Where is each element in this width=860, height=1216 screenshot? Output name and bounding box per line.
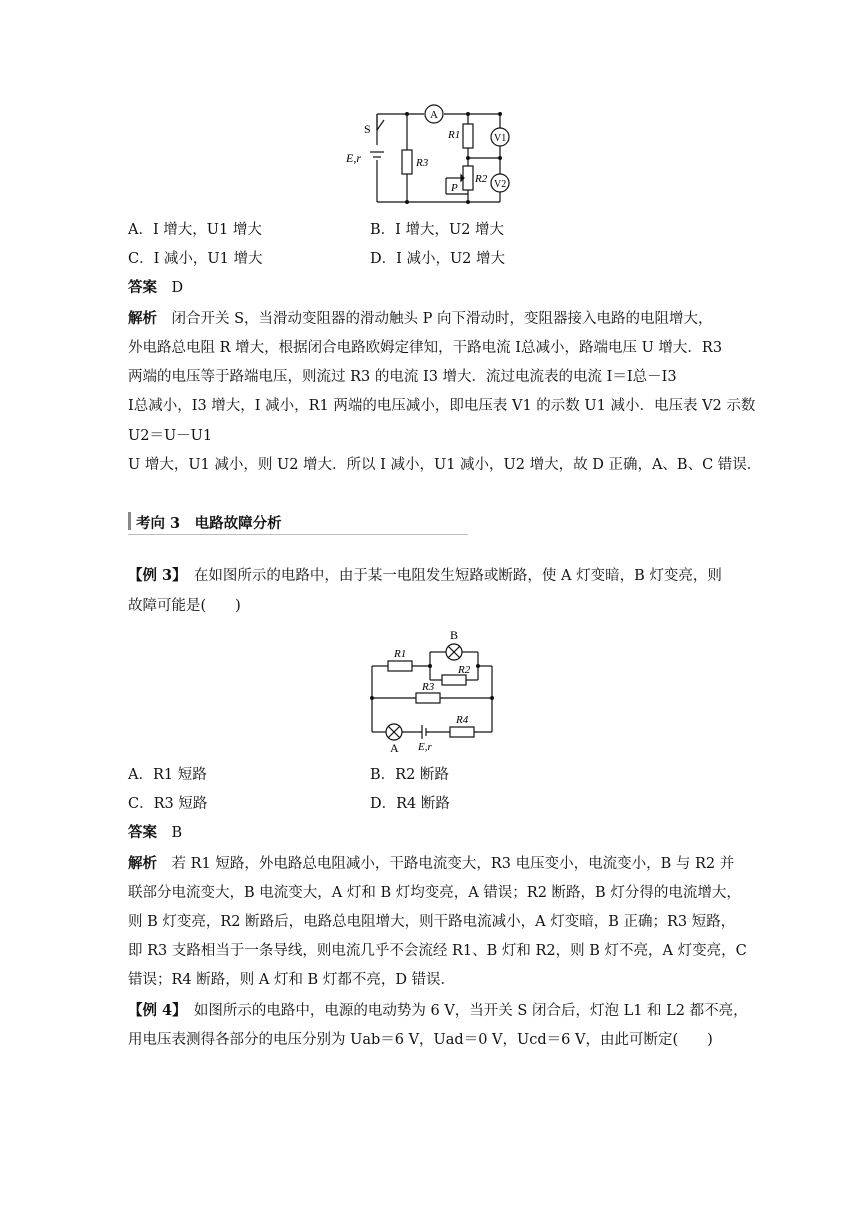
circuit-diagram-2: [360, 626, 510, 756]
lamp-a-label: A: [390, 741, 399, 755]
ex3-analysis-line-2: 联部分电流变大，B 电流变大，A 灯和 B 灯均变亮，A 错误；R2 断路，B 灯分得的电流增大，: [128, 885, 741, 901]
section-header: [128, 510, 468, 535]
lamp-b-label: B: [450, 628, 459, 642]
ex3-label: 【例 3】: [128, 567, 180, 584]
analysis-text: 闭合开关 S，当滑动变阻器的滑动触头 P 向下滑动时，变阻器接入电路的电阻增大，: [171, 311, 713, 327]
section-title: 考向 3 电路故障分析: [136, 515, 282, 532]
answer-value: B: [171, 825, 183, 841]
ex3-option-a: A．R1 短路: [128, 767, 207, 783]
analysis-label: 解析: [128, 855, 157, 872]
source-label: E,r: [418, 741, 432, 753]
v2-label: V2: [494, 179, 507, 190]
r3-label: R3: [416, 157, 429, 169]
analysis-text: 若 R1 短路，外电路总电阻减小，干路电流变大，R3 电压变小，电流变小，B 与 R2 并: [171, 856, 735, 872]
r1-label: R1: [448, 129, 461, 141]
source-label: E,r: [346, 151, 361, 165]
q2-analysis-line-2: 外电路总电阻 R 增大，根据闭合电路欧姆定律知，干路电流 I总减小，路端电压 U 增大．R3: [128, 340, 723, 356]
q2-analysis-line-4: I总减小，I3 增大，I 减小，R1 两端的电压减小，即电压表 V1 的示数 U1 减小．电压表 V2 示数: [128, 398, 756, 414]
ex4-question-line-2: 用电压表测得各部分的电压分别为 Uab＝6 V，Uad＝0 V，Ucd＝6 V，由此可断定( ): [128, 1032, 713, 1048]
ex3-question-text: 在如图所示的电路中，由于某一电阻发生短路或断路，使 A 灯变暗，B 灯变亮，则: [193, 568, 722, 584]
ex3-question-line-2: 故障可能是( ): [128, 598, 241, 614]
r4-label: R4: [456, 714, 469, 726]
section-marker: [128, 512, 131, 530]
ex3-answer: [128, 823, 182, 843]
analysis-label: 解析: [128, 310, 157, 327]
q2-analysis-line-6: U 增大，U1 减小，则 U2 增大．所以 I 减小，U1 减小，U2 增大，故 D 正确，A、B、C 错误．: [128, 457, 762, 473]
r3-label: R3: [422, 681, 435, 693]
q2-option-b: B．I 增大，U2 增大: [370, 222, 505, 238]
ex4-question-line-1: [128, 1001, 748, 1021]
ex3-analysis-line-1: [128, 854, 734, 874]
answer-label: 答案: [128, 824, 157, 841]
v1-label: V1: [494, 133, 507, 144]
switch-label: S: [364, 122, 371, 136]
ex4-label: 【例 4】: [128, 1002, 180, 1019]
ammeter-label: A: [430, 109, 438, 121]
ex3-option-c: C．R3 短路: [128, 796, 208, 812]
q2-option-d: D．I 减小，U2 增大: [370, 251, 506, 267]
ex4-question-text: 如图所示的电路中，电源的电动势为 6 V，当开关 S 闭合后，灯泡 L1 和 L2 都不亮，: [193, 1003, 748, 1019]
q2-option-c: C．I 减小，U1 增大: [128, 251, 263, 267]
ex3-option-b: B．R2 断路: [370, 767, 449, 783]
ex3-analysis-line-4: 即 R3 支路相当于一条导线，则电流几乎不会流经 R1、B 灯和 R2，则 B 灯不亮，A 灯变亮，C: [128, 943, 747, 959]
slider-label: P: [451, 182, 458, 194]
r1-label: R1: [394, 648, 407, 660]
q2-analysis-line-1: [128, 309, 713, 329]
ex3-analysis-line-5: 错误；R4 断路，则 A 灯和 B 灯都不亮，D 错误．: [128, 972, 456, 988]
r2-label: R2: [458, 664, 471, 676]
r2-label: R2: [475, 173, 488, 185]
q2-analysis-line-3: 两端的电压等于路端电压，则流过 R3 的电流 I3 增大．流过电流表的电流 I＝I总－I3: [128, 369, 677, 385]
ex3-option-d: D．R4 断路: [370, 796, 450, 812]
q2-option-a: A．I 增大，U1 增大: [128, 222, 262, 238]
ex3-question-line-1: [128, 566, 722, 586]
q2-analysis-line-5: U2＝U－U1: [128, 428, 213, 444]
answer-value: D: [171, 280, 184, 296]
ex3-analysis-line-3: 则 B 灯变亮，R2 断路后，电路总电阻增大，则干路电流减小，A 灯变暗，B 正确；R3 短路，: [128, 914, 736, 930]
circuit-diagram-1: [340, 100, 520, 210]
answer-label: 答案: [128, 279, 157, 296]
q2-answer: [128, 278, 183, 298]
